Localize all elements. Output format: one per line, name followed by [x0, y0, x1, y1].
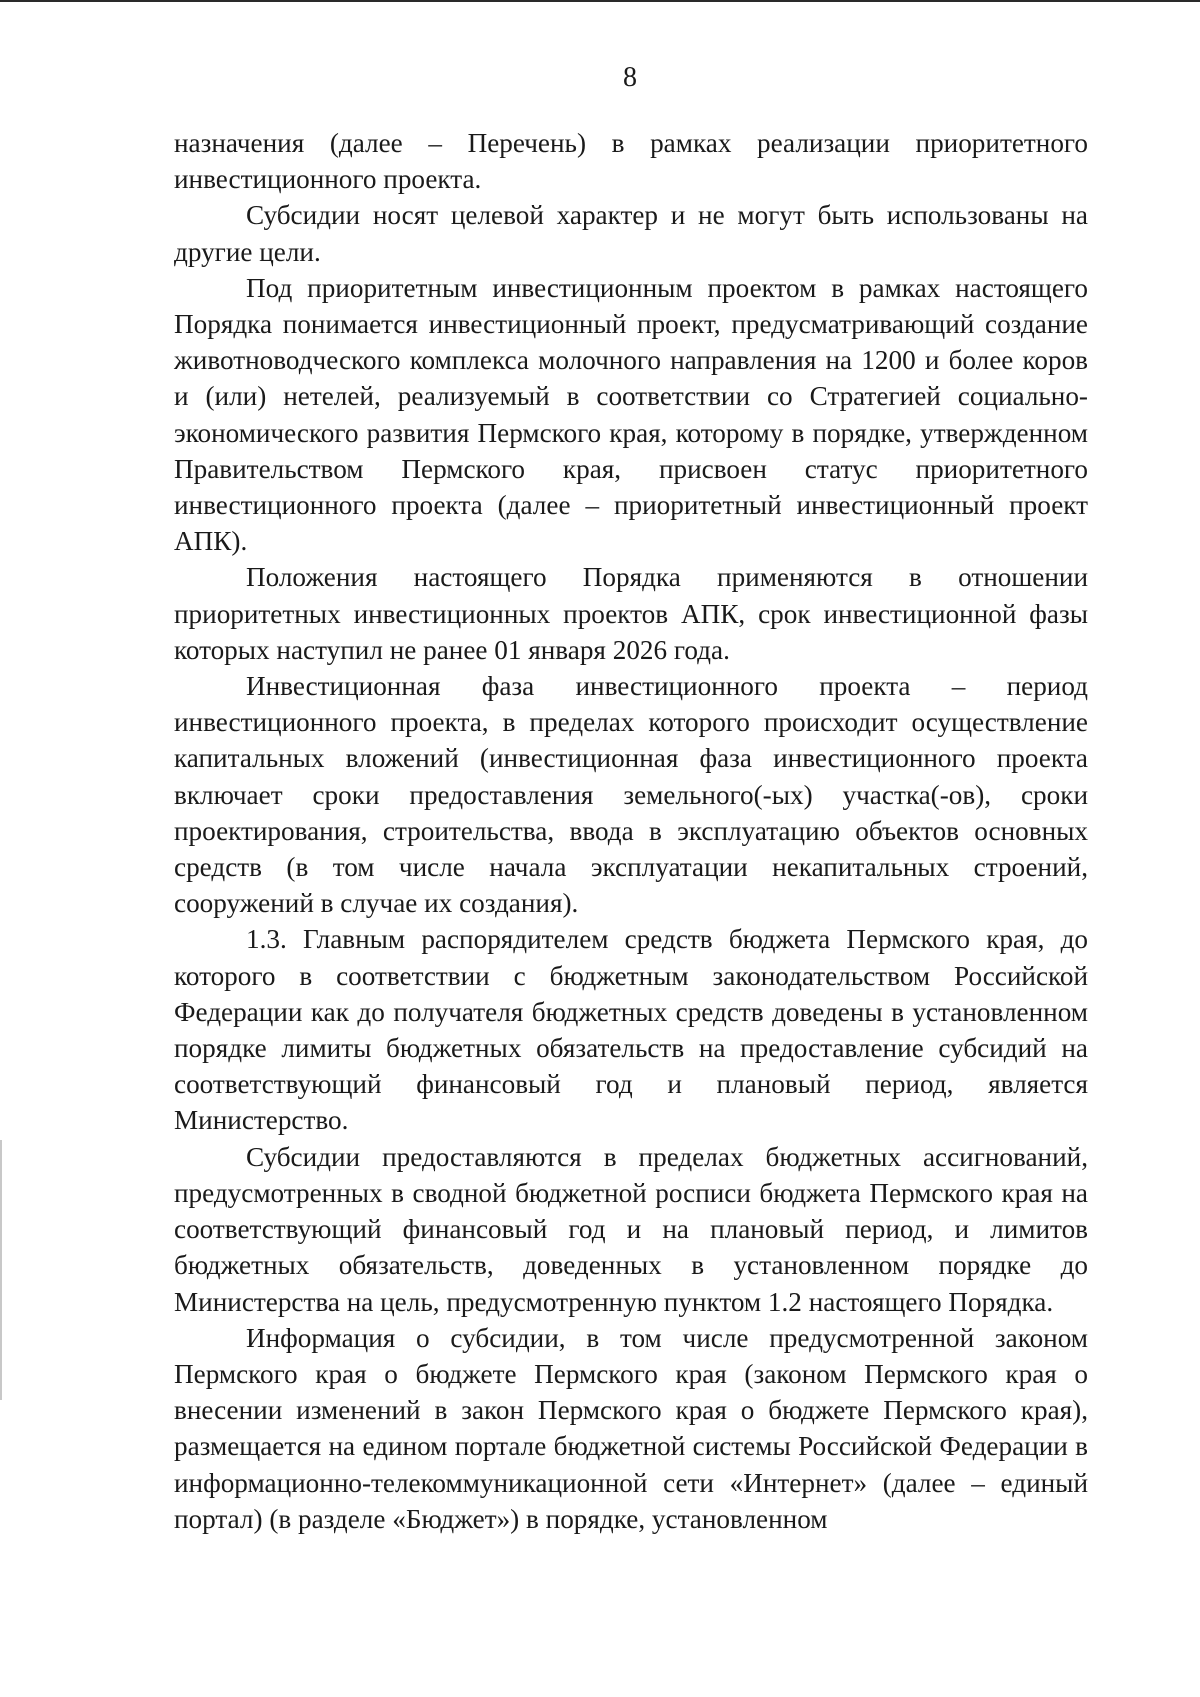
paragraph-provisions-scope: Положения настоящего Порядка применяются в отношении приоритетных инвестиционных проектов АПК, срок инвестиционной фазы которых наступил не ранее 01 января 2026 года. [174, 562, 1088, 665]
scan-left-edge [0, 1140, 2, 1400]
paragraph-section-1-3: 1.3. Главным распорядителем средств бюджета Пермского края, до которого в соответствии с бюджетным законодательством Российской Федерации как до получателя бюджетных средств доведены в установленном порядке лимиты бюджетных обязательств на предоставление субсидий на соответствующий финансовый год и плановый период, является Министерство. [174, 924, 1088, 1136]
paragraph-budget-limits: Субсидии предоставляются в пределах бюджетных ассигнований, предусмотренных в сводной бюджетной росписи бюджета Пермского края на соответствующий финансовый год и на плановый период, и лимитов бюджетных обязательств, доведенных в установленном порядке до Министерства на цель, предусмотренную пунктом 1.2 настоящего Порядка. [174, 1141, 1088, 1317]
scan-top-edge [0, 0, 1200, 2]
paragraph-continuation: назначения (далее – Перечень) в рамках реализации приоритетного инвестиционного проекта. [174, 128, 1088, 195]
paragraph-subsidy-information: Информация о субсидии, в том числе предусмотренной законом Пермского края о бюджете Пермского края (законом Пермского края о внесении изменений в закон Пермского края о бюджете Пермского края), размещается на едином портале бюджетной системы Российской Федерации в информационно-телекоммуникационной сети «Интернет» (далее – единый портал) (в разделе «Бюджет») в порядке, установленном [174, 1322, 1088, 1534]
page-number: 8 [623, 62, 637, 93]
paragraph-subsidy-purpose: Субсидии носят целевой характер и не могут быть использованы на другие цели. [174, 200, 1088, 267]
paragraph-investment-phase: Инвестиционная фаза инвестиционного проекта – период инвестиционного проекта, в пределах которого происходит осуществление капитальных вложений (инвестиционная фаза инвестиционного проекта включает сроки предоставления земельного(-ых) участка(-ов), сроки проектирования, строительства, ввода в эксплуатацию объектов основных средств (в том числе начала эксплуатации некапитальных строений, сооружений в случае их создания). [174, 671, 1088, 919]
document-body [174, 125, 1088, 1537]
paragraph-priority-project-definition: Под приоритетным инвестиционным проектом в рамках настоящего Порядка понимается инвестиционный проект, предусматривающий создание животноводческого комплекса молочного направления на 1200 и более коров и (или) нетелей, реализуемый в соответствии со Стратегией социально-экономического развития Пермского края, которому в порядке, утвержденном Правительством Пермского края, присвоен статус приоритетного инвестиционного проекта (далее – приоритетный инвестиционный проект АПК). [174, 272, 1088, 557]
